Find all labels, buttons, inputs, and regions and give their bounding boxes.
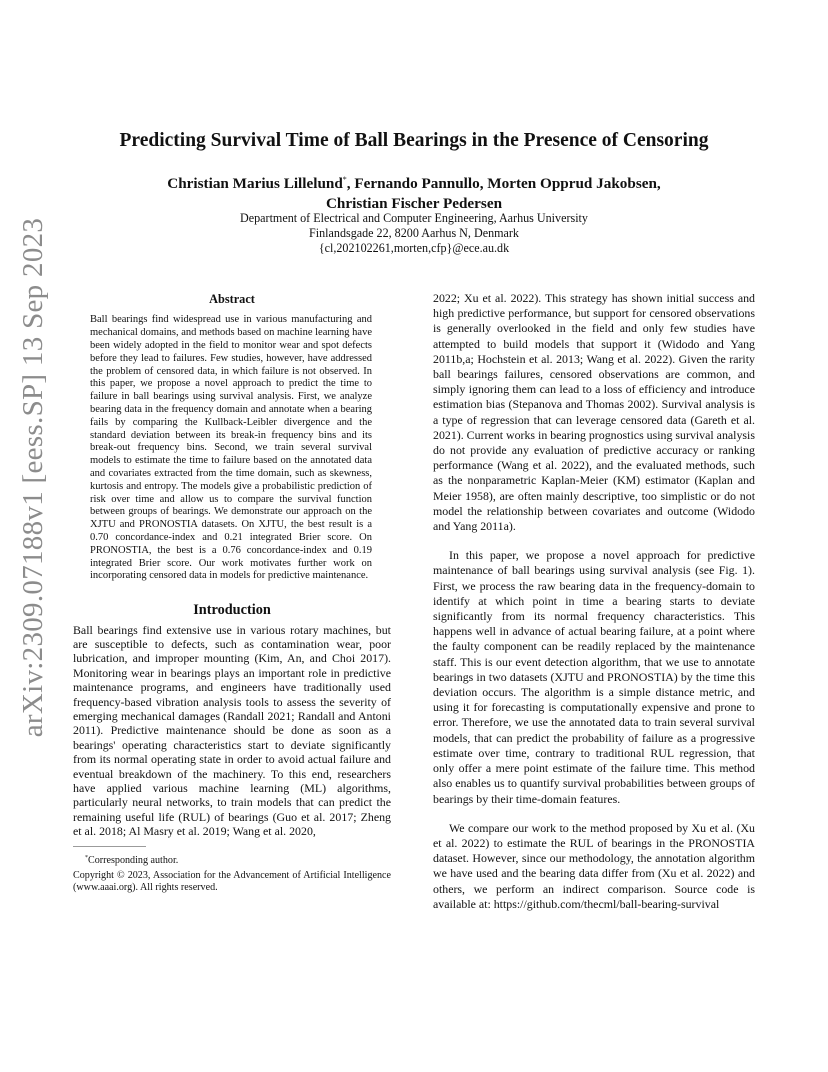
author-name-primary: Christian Marius Lillelund [167,175,343,192]
introduction-paragraph-continued: 2022; Xu et al. 2022). This strategy has shown initial success and high predictive performance, but support for censored observations is generally overlooked in the field and only few studies have attempted to build models that support it (Widodo and Yang 2011b,a; Hochstein et al. 2013; Wang et al. 2022). Given the rarity ball bearings failures, censored observations are common, and simply ignoring them can lead to a loss of efficiency and introduce estimation bias (Stepanova and Thomas 2002). Survival analysis is a type of regression that can leverage censored data (Gareth et al. 2021). Current works in bearing prognostics using survival analysis do not provide any evaluation of predictive accuracy or ranking performance (Wang et al. 2022), and the evaluated methods, such as the nonparametric Kaplan-Meier (KM) estimator (Kaplan and Meier 1958), are often mainly descriptive, too simplistic or do not model the relationship between covariates and outcome (Widodo and Yang 2011a). [433,291,755,534]
abstract-heading: Abstract [209,292,255,306]
author-line-2: Christian Fischer Pedersen [325,195,503,212]
arxiv-id-text: arXiv:2309.07188v1 [eess.SP] 13 Sep 2023 [17,217,50,737]
author-line-1 [110,170,718,194]
right-column [433,291,755,912]
introduction-paragraph-1: Ball bearings find extensive use in various rotary machines, but are susceptible to defects, such as contamination wear, poor lubrication, and improper mounting (Kim, An, and Choi 2017). Monitoring wear in bearings plays an important role in predictive maintenance programs, and engineers have traditionally used frequency-based vibration analysis tools to assess the severity of emerging mechanical damages (Randall 2021; Randall and Antoni 2011). Predictive maintenance should be done as soon as a bearings' operating characteristics start to deviate significantly from its normal operating state in order to avoid actual failure and eventual breakdown of the machinery. To this end, researchers have applied various machine learning (ML) algorithms, particularly neural networks, to train models that can predict the remaining useful life (RUL) of bearings (Guo et al. 2017; Zheng et al. 2018; Al Masry et al. 2019; Wang et al. 2020, [73,622,391,839]
introduction-paragraph-3: We compare our work to the method proposed by Xu et al. (Xu et al. 2022) to estimate the RUL of bearings in the PRONOSTIA dataset. However, since our methodology, the annotation algorithm we have used and the bearing data differ from (Xu et al. 2022) and others, we perform an indirect comparison. Source code is available at: https://github.com/thecml/ball-bearing-survival [433,820,755,911]
introduction-heading: Introduction [193,602,271,619]
footnote-divider [73,846,146,847]
abstract-text: Ball bearings find widespread use in various manufacturing and mechanical domains, and methods based on machine learning have been widely adopted in the field to monitor wear and spot defects before they lead to failures. Few studies, however, have addressed the problem of censored data, in which failure is not observed. In this paper, we propose a novel approach to predict the time to failure in ball bearings using survival analysis. First, we analyze bearing data in the frequency domain and annotate when a bearing fails by comparing the Kullback-Leibler divergence and the standard deviation between its break-in frequency bins and its break-out frequency bins. Second, we train several survival models to estimate the time to failure based on the annotated data and covariates extracted from the time domain, such as skewness, kurtosis and entropy. The models give a probabilistic prediction of risk over time and allow us to compare the survival function between groups of bearings. We demonstrate our approach on the XJTU and PRONOSTIA datasets. On XJTU, the best result is a 0.70 concordance-index and 0.21 integrated Brier score. On PRONOSTIA, the best is a 0.76 concordance-index and 0.19 integrated Brier score. Our work motivates further work on incorporating censored data in models for predictive maintenance. [90,314,372,582]
introduction-paragraph-2: In this paper, we propose a novel approach for predictive maintenance of ball bearings using survival analysis (see Fig. 1). First, we process the raw bearing data in the frequency-domain to identify at which point in time a bearing starts to deviate significantly from its normal frequency characteristics. This happens well in advance of actual bearing failure, at a point where the faulty component can be readily replaced by the maintenance staff. This is our event detection algorithm, that we use to annotate bearings in two datasets (XJTU and PRONOSTIA) by the time this deviation occurs. The algorithm is a simple distance metric, and using it for forecasting is computationally expensive and prone to error. Therefore, we use the annotated data to train several survival models, that can predict the probability of failure as a progressive estimate over time, contrary to traditional RUL regression, that only offer a mere point estimate of the failure time. This method also enables us to quantify survival probabilities between groups of bearings by their time-domain features. [433,548,755,806]
corresponding-author-marker: * [342,175,347,184]
left-column [73,292,391,894]
author-list [110,170,718,214]
arxiv-sidebar-stamp [12,217,56,737]
corresponding-author-footnote [73,852,391,867]
footnote-text: Corresponding author. [88,854,179,866]
affiliation-department: Department of Electrical and Computer Engineering, Aarhus University [240,211,588,225]
author-affiliation [150,211,678,256]
footnote-marker: * [85,854,88,861]
affiliation-address: Finlandsgade 22, 8200 Aarhus N, Denmark [309,226,519,240]
copyright-notice: Copyright © 2023, Association for the Advancement of Artificial Intelligence (www.aaai.org). All rights reserved. [73,869,391,894]
author-names-rest: , Fernando Pannullo, Morten Opprud Jakobsen, [346,175,661,192]
affiliation-emails: {cl,202102261,morten,cfp}@ece.au.dk [318,241,510,255]
paper-title: Predicting Survival Time of Ball Bearings in the Presence of Censoring [119,130,709,151]
footnote-block [73,852,391,895]
